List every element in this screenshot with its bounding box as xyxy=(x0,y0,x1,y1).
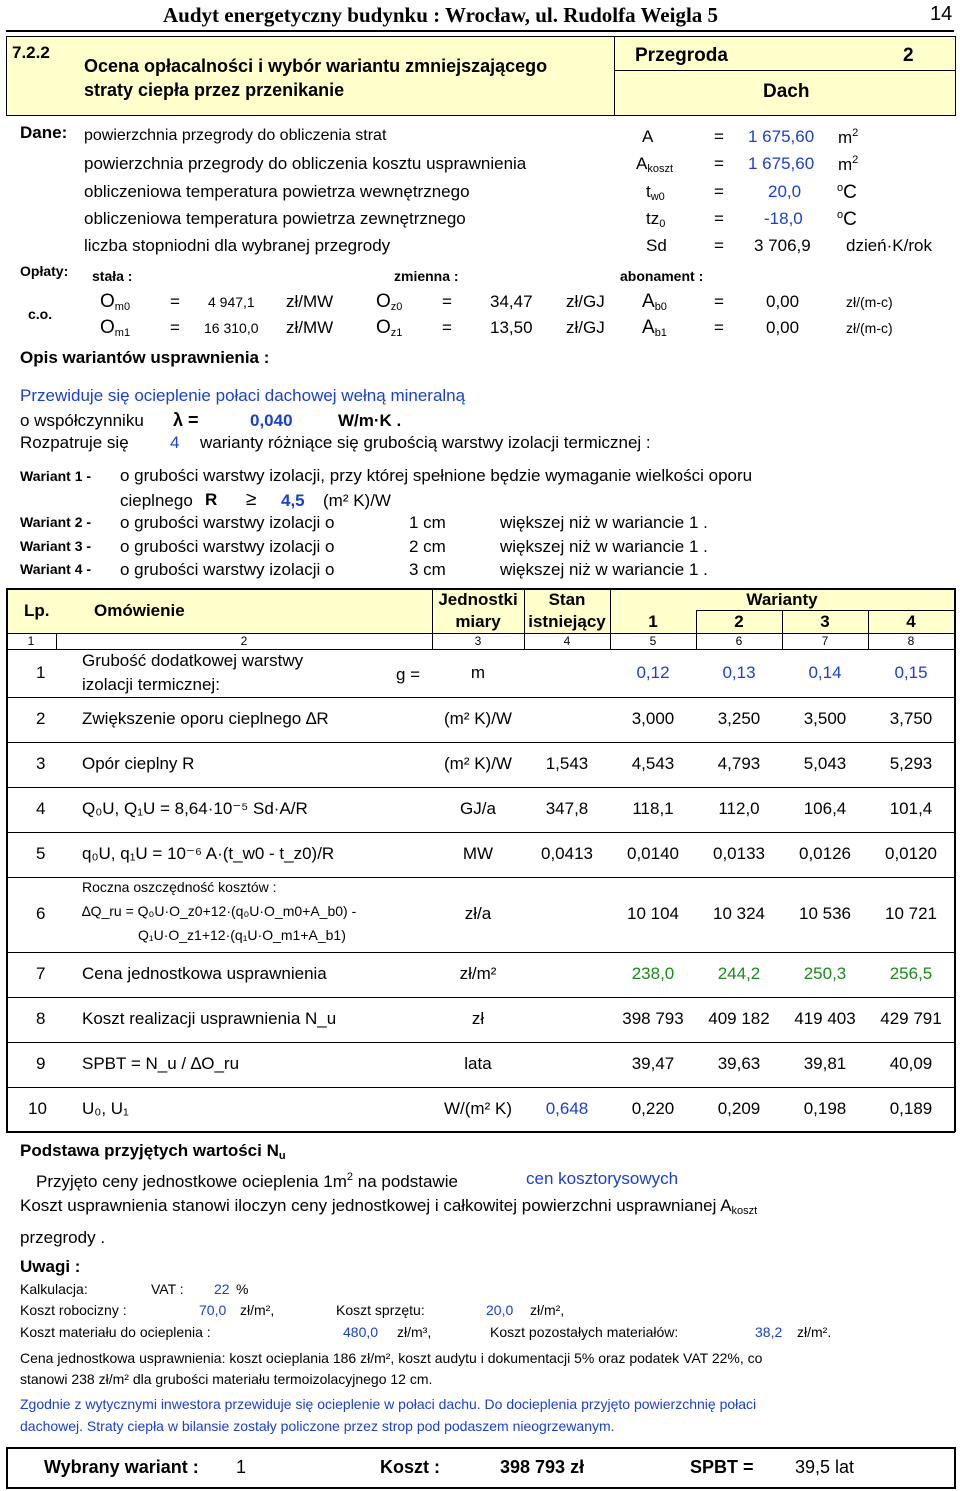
table-row-9-unit: lata xyxy=(464,1054,492,1073)
table-row-5-w1: 0,0140 xyxy=(627,844,679,863)
summary-wariant-label: Wybrany wariant : xyxy=(44,1457,199,1477)
table-row-1-unit: m xyxy=(470,663,486,682)
table-warianty-divider xyxy=(696,610,955,611)
dane-desc-3: obliczeniowa temperatura powietrza wewnętrznego xyxy=(84,182,470,201)
oplaty-abonament: abonament : xyxy=(620,268,704,284)
dane-unit-sup-3: o xyxy=(837,182,844,194)
section-title-line2: straty ciepła przez przenikanie xyxy=(84,80,345,100)
table-row-2-w1: 3,000 xyxy=(631,709,675,728)
oplaty-stala: stała : xyxy=(92,268,133,284)
uwagi-material-label: Koszt materiału do ocieplenia : xyxy=(20,1324,211,1340)
colnum-3: 3 xyxy=(474,634,482,648)
row-border-2 xyxy=(6,742,955,743)
colnum-6: 6 xyxy=(735,634,743,648)
om1-unit: zł/MW xyxy=(286,318,334,337)
table-row-8-desc: Koszt realizacji usprawnienia N_u xyxy=(82,1009,337,1028)
table-row-8-w4: 429 791 xyxy=(880,1009,942,1028)
przegroda-divider xyxy=(614,70,956,71)
table-row-7-lp: 7 xyxy=(36,964,46,983)
table-row-2-w4: 3,750 xyxy=(889,709,933,728)
wariant1-ge: ≥ xyxy=(246,489,257,510)
table-row-6-desc3: Q₁U·O_z1+12·(q₁U·O_m1+A_b1) xyxy=(138,927,346,943)
ab0-unit: zł/(m-c) xyxy=(846,294,893,310)
table-row-4-w2: 112,0 xyxy=(718,799,760,818)
dane-sym-4: tz xyxy=(646,209,660,228)
uwagi-vat-label: VAT : xyxy=(151,1281,184,1297)
table-row-8-w3: 419 403 xyxy=(794,1009,856,1028)
table-row-10-unit: W/(m² K) xyxy=(444,1099,512,1118)
wariant1-val: 4,5 xyxy=(281,491,305,510)
document-title: Audyt energetyczny budynku : Wrocław, ul. Rudolfa Weigla 5 xyxy=(163,3,719,27)
table-row-5-unit: MW xyxy=(462,844,494,863)
table-row-10-w1: 0,220 xyxy=(631,1099,675,1118)
table-row-1-w1: 0,12 xyxy=(636,663,670,682)
section-number: 7.2.2 xyxy=(12,43,50,62)
uwagi-note-line2: dachowej. Straty ciepła w bilansie zostały policzone przez strop pod podaszem nieogrzewanym. xyxy=(20,1418,615,1434)
uwagi-sprzet-label: Koszt sprzętu: xyxy=(336,1302,425,1318)
wariant3-rest: większej niż w wariancie 1 . xyxy=(500,537,708,556)
table-row-10-lp: 10 xyxy=(28,1099,47,1118)
uwagi-pozostale-val: 38,2 xyxy=(755,1324,783,1340)
uwagi-robocizna-label: Koszt robocizny : xyxy=(20,1302,127,1318)
row-border-4 xyxy=(6,832,955,833)
header-rule xyxy=(6,30,954,32)
table-row-6-desc2: ∆Q_ru = Q₀U·O_z0+12·(q₀U·O_m0+A_b0) - xyxy=(82,903,357,919)
dane-eq-2: = xyxy=(714,154,724,173)
table-colnum-border xyxy=(6,649,955,650)
om0-val: 4 947,1 xyxy=(208,294,255,310)
uwagi-sprzet-val: 20,0 xyxy=(486,1302,514,1318)
wariant2-text: o grubości warstwy izolacji o xyxy=(120,513,335,532)
table-row-3-stan: 1,543 xyxy=(545,754,589,773)
col-header-jednostki: Jednostki xyxy=(438,590,518,609)
col-border-8 xyxy=(954,588,956,1132)
table-row-8-w2: 409 182 xyxy=(708,1009,770,1028)
table-row-1-w4: 0,15 xyxy=(894,663,928,682)
table-row-5-w4: 0,0120 xyxy=(885,844,937,863)
ab0-eq: = xyxy=(714,292,724,311)
wariant1-unit: (m² K)/W xyxy=(323,491,391,510)
table-row-3-lp: 3 xyxy=(36,754,46,773)
table-row-4-desc: Q₀U, Q₁U = 8,64·10⁻⁵ Sd·A/R xyxy=(82,799,308,818)
dane-sym-5: Sd xyxy=(646,236,667,255)
dane-val-1: 1 675,60 xyxy=(748,127,815,146)
colnum-2: 2 xyxy=(240,634,248,648)
col-header-w4: 4 xyxy=(906,612,916,631)
summary-koszt-val: 398 793 zł xyxy=(500,1457,585,1477)
podstawa-heading-sub: u xyxy=(278,1150,286,1162)
table-row-1-desc2: izolacji termicznej: xyxy=(82,675,220,694)
podstawa-line2: Koszt usprawnienia stanowi iloczyn ceny jednostkowej i całkowitej powierzchni usprawnianej A xyxy=(20,1196,732,1215)
table-row-4-w3: 106,4 xyxy=(803,799,847,818)
table-row-5-w3: 0,0126 xyxy=(799,844,851,863)
row-border-9 xyxy=(6,1087,955,1088)
om1-symbol: O xyxy=(100,317,115,338)
opis-n-warianty: 4 xyxy=(170,433,180,452)
col-header-warianty: Warianty xyxy=(746,590,818,609)
om0-eq: = xyxy=(170,292,180,311)
col-header-istniejacy: istniejący xyxy=(528,612,606,631)
ab1-eq: = xyxy=(714,318,724,337)
table-row-1-desc: Grubość dodatkowej warstwy xyxy=(82,651,304,670)
table-row-8-unit: zł xyxy=(471,1009,485,1028)
opis-heading: Opis wariantów usprawnienia : xyxy=(20,348,270,367)
om1-sub: m1 xyxy=(114,327,131,339)
table-row-9-w1: 39,47 xyxy=(631,1054,675,1073)
oz0-eq: = xyxy=(442,292,452,311)
wariant2-cm: 1 cm xyxy=(409,513,446,532)
dane-desc-2: powierzchnia przegrody do obliczenia kosztu usprawnienia xyxy=(84,154,527,173)
table-row-1-w3: 0,14 xyxy=(808,663,842,682)
table-row-10-w2: 0,209 xyxy=(717,1099,761,1118)
table-row-7-w4: 256,5 xyxy=(889,964,933,983)
dane-unit-sup-4: o xyxy=(837,209,844,221)
table-row-7-w1: 238,0 xyxy=(631,964,675,983)
dane-val-2: 1 675,60 xyxy=(748,154,815,173)
wariant4-rest: większej niż w wariancie 1 . xyxy=(500,560,708,579)
uwagi-sprzet-unit: zł/m², xyxy=(530,1302,565,1318)
table-row-6-w4: 10 721 xyxy=(885,904,937,923)
oz0-val: 34,47 xyxy=(490,292,533,311)
dane-val-4: -18,0 xyxy=(764,209,803,228)
opis-rozpatruje: Rozpatruje się xyxy=(20,433,129,452)
table-bottom-border xyxy=(6,1131,955,1133)
uwagi-note-line1: Zgodnie z wytycznymi inwestora przewiduje się ocieplenie w połaci dachu. Do docieplenia przyjęto powierzchnię połaci xyxy=(20,1396,757,1412)
wariant3-text: o grubości warstwy izolacji o xyxy=(120,537,335,556)
table-row-10-desc: U₀, U₁ xyxy=(82,1099,129,1118)
row-border-5 xyxy=(6,877,955,878)
table-row-2-desc: Zwiększenie oporu cieplnego ∆R xyxy=(82,709,329,728)
przegroda-name: Dach xyxy=(763,81,810,102)
col-header-omowienie: Omówienie xyxy=(94,601,185,620)
col-header-w1: 1 xyxy=(648,612,658,631)
table-row-10-w3: 0,198 xyxy=(803,1099,847,1118)
colnum-8: 8 xyxy=(907,634,915,648)
podstawa-line1a: Przyjęto ceny jednostkowe ocieplenia 1m xyxy=(36,1172,347,1191)
przegroda-label: Przegroda xyxy=(635,45,728,66)
opis-rozpatruje-rest: warianty różniące się grubością warstwy izolacji termicznej : xyxy=(200,433,651,452)
dane-desc-4: obliczeniowa temperatura powietrza zewnętrznego xyxy=(84,209,466,228)
uwagi-kalkulacja: Kalkulacja: xyxy=(20,1281,88,1297)
podstawa-line2-sub: koszt xyxy=(731,1205,758,1217)
dane-sym-sub-3: w0 xyxy=(650,191,665,203)
section-title-line1: Ocena opłacalności i wybór wariantu zmniejszającego xyxy=(84,56,548,76)
dane-val-3: 20,0 xyxy=(768,182,802,201)
table-row-6-desc: Roczna oszczędność kosztów : xyxy=(82,879,277,895)
colnum-7: 7 xyxy=(821,634,829,648)
podstawa-line1b: na podstawie xyxy=(353,1172,458,1191)
summary-koszt-label: Koszt : xyxy=(380,1457,440,1477)
table-row-2-lp: 2 xyxy=(36,709,46,728)
wariant1-text2: cieplnego xyxy=(120,491,193,510)
ab1-sub: b1 xyxy=(654,327,667,339)
table-row-7-unit: zł/m² xyxy=(459,964,497,983)
wariant4-text: o grubości warstwy izolacji o xyxy=(120,560,335,579)
table-row-4-lp: 4 xyxy=(36,799,46,818)
dane-unit-1: m xyxy=(838,128,853,147)
col-header-w2: 2 xyxy=(734,612,744,631)
table-row-7-w3: 250,3 xyxy=(803,964,847,983)
dane-unit-4: C xyxy=(843,209,857,230)
uwagi-pozostale-unit: zł/m². xyxy=(797,1324,832,1340)
summary-wariant-val: 1 xyxy=(236,1457,247,1477)
ab0-val: 0,00 xyxy=(766,292,800,311)
oz1-unit: zł/GJ xyxy=(566,318,605,337)
table-row-5-lp: 5 xyxy=(36,844,46,863)
oz0-sub: z0 xyxy=(390,301,403,313)
oplaty-label: Opłaty: xyxy=(20,263,69,279)
oz1-sub: z1 xyxy=(390,327,403,339)
wariant3-label: Wariant 3 - xyxy=(20,538,92,554)
table-row-3-w3: 5,043 xyxy=(803,754,847,773)
uwagi-pozostale-label: Koszt pozostałych materiałów: xyxy=(490,1324,679,1340)
uwagi-cena-line2: stanowi 238 zł/m² dla grubości materiału termoizolacyjnego 12 cm. xyxy=(20,1371,433,1387)
om1-eq: = xyxy=(170,318,180,337)
uwagi-heading: Uwagi : xyxy=(20,1257,81,1276)
ab1-symbol: A xyxy=(642,317,655,338)
oplaty-co: c.o. xyxy=(28,306,53,322)
dane-eq-1: = xyxy=(714,127,724,146)
table-row-3-w2: 4,793 xyxy=(717,754,761,773)
table-row-9-desc: SPBT = N_u / ∆O_ru xyxy=(82,1054,240,1073)
opis-lambda: λ = xyxy=(173,410,199,430)
table-row-6-w1: 10 104 xyxy=(627,904,679,923)
table-row-9-w2: 39,63 xyxy=(717,1054,761,1073)
table-row-4-w4: 101,4 xyxy=(889,799,933,818)
podstawa-heading: Podstawa przyjętych wartości N xyxy=(20,1141,279,1160)
dane-unit-sup-1: 2 xyxy=(852,127,859,139)
table-row-9-w4: 40,09 xyxy=(889,1054,933,1073)
colnum-1: 1 xyxy=(27,634,35,648)
col-header-w3: 3 xyxy=(820,612,830,631)
table-row-8-lp: 8 xyxy=(36,1009,46,1028)
col-header-miary: miary xyxy=(455,612,501,631)
page-number: 14 xyxy=(930,3,953,25)
table-row-3-w4: 5,293 xyxy=(889,754,933,773)
oz0-unit: zł/GJ xyxy=(566,292,605,311)
table-row-6-unit: zł/a xyxy=(464,904,492,923)
dane-sym-1: A xyxy=(642,127,654,146)
uwagi-material-unit: zł/m³, xyxy=(397,1324,432,1340)
dane-unit-2: m xyxy=(838,155,853,174)
table-row-5-w2: 0,0133 xyxy=(713,844,765,863)
table-row-6-lp: 6 xyxy=(36,904,46,923)
table-row-3-w1: 4,543 xyxy=(631,754,675,773)
dane-unit-3: C xyxy=(843,182,857,203)
opis-lambda-val: 0,040 xyxy=(250,411,293,430)
table-row-5-stan: 0,0413 xyxy=(541,844,593,863)
col-border-0 xyxy=(6,588,8,1132)
opis-wsp-label: o współczynniku xyxy=(20,411,144,430)
oz1-symbol: O xyxy=(376,317,391,338)
col-header-lp: Lp. xyxy=(24,601,50,620)
podstawa-source: cen kosztorysowych xyxy=(526,1169,679,1188)
summary-spbt-val: 39,5 lat xyxy=(795,1457,855,1477)
wariant4-cm: 3 cm xyxy=(409,560,446,579)
table-row-2-w3: 3,500 xyxy=(803,709,847,728)
table-row-2-w2: 3,250 xyxy=(717,709,761,728)
dane-eq-3: = xyxy=(714,182,724,201)
ab1-val: 0,00 xyxy=(766,318,800,337)
om1-val: 16 310,0 xyxy=(204,320,259,336)
row-border-6 xyxy=(6,952,955,953)
oplaty-zmienna: zmienna : xyxy=(394,268,459,284)
col-header-stan: Stan xyxy=(548,590,586,609)
table-row-8-w1: 398 793 xyxy=(622,1009,684,1028)
opis-line1: Przewiduje się ocieplenie połaci dachowej wełną mineralną xyxy=(20,386,466,405)
podstawa-line3: przegrody . xyxy=(20,1228,106,1247)
wariant1-text1: o grubości warstwy izolacji, przy której spełnione będzie wymaganie wielkości oporu xyxy=(120,466,753,485)
table-row-1-lp: 1 xyxy=(36,663,46,682)
row-border-1 xyxy=(6,697,955,698)
wariant1-label: Wariant 1 - xyxy=(20,468,92,484)
opis-lambda-unit: W/m·K . xyxy=(338,411,402,430)
table-row-7-w2: 244,2 xyxy=(717,964,761,983)
table-row-2-unit: (m² K)/W xyxy=(444,709,512,728)
table-row-4-w1: 118,1 xyxy=(632,799,674,818)
dane-eq-5: = xyxy=(714,236,724,255)
przegroda-number: 2 xyxy=(903,45,914,66)
dane-sym-sub-4: 0 xyxy=(659,218,666,230)
uwagi-vat-pct: % xyxy=(236,1281,249,1297)
om0-sub: m0 xyxy=(114,301,131,313)
table-row-3-desc: Opór cieplny R xyxy=(82,754,195,773)
dane-eq-4: = xyxy=(714,209,724,228)
uwagi-cena-line1: Cena jednostkowa usprawnienia: koszt ocieplania 186 zł/m², koszt audytu i dokumentacji 5% oraz podatek VAT 22%, co xyxy=(20,1350,763,1366)
oz1-eq: = xyxy=(442,318,452,337)
dane-label: Dane: xyxy=(20,123,68,142)
wariant1-R: R xyxy=(205,490,218,509)
colnum-5: 5 xyxy=(649,634,657,648)
uwagi-material-val: 480,0 xyxy=(343,1324,379,1340)
uwagi-robocizna-val: 70,0 xyxy=(199,1302,227,1318)
om0-symbol: O xyxy=(100,291,115,312)
table-row-10-stan: 0,648 xyxy=(545,1099,589,1118)
wariant2-label: Wariant 2 - xyxy=(20,514,92,530)
row-border-7 xyxy=(6,997,955,998)
dane-sym-3: t xyxy=(646,182,651,201)
table-row-3-unit: (m² K)/W xyxy=(444,754,512,773)
table-row-1-extra: g = xyxy=(396,665,421,684)
dane-desc-5: liczba stopniodni dla wybranej przegrody xyxy=(84,236,391,255)
table-row-4-unit: GJ/a xyxy=(460,799,496,818)
wariant4-label: Wariant 4 - xyxy=(20,561,92,577)
oz0-symbol: O xyxy=(376,291,391,312)
dane-sym-2: A xyxy=(636,154,648,173)
dane-desc-1: powierzchnia przegrody do obliczenia strat xyxy=(84,127,387,144)
wariant2-rest: większej niż w wariancie 1 . xyxy=(500,513,708,532)
table-row-9-lp: 9 xyxy=(36,1054,46,1073)
table-row-7-desc: Cena jednostkowa usprawnienia xyxy=(82,964,327,983)
ab0-symbol: A xyxy=(642,291,655,312)
oz1-val: 13,50 xyxy=(490,318,533,337)
dane-val-5: 3 706,9 xyxy=(754,236,811,255)
row-border-8 xyxy=(6,1042,955,1043)
ab0-sub: b0 xyxy=(654,301,667,313)
uwagi-vat-val: 22 xyxy=(214,1281,230,1297)
dane-unit-5: dzień·K/rok xyxy=(846,236,932,255)
table-row-1-w2: 0,13 xyxy=(722,663,756,682)
table-row-6-w2: 10 324 xyxy=(713,904,765,923)
table-row-5-desc: q₀U, q₁U = 10⁻⁶ A·(t_w0 - t_z0)/R xyxy=(82,844,335,863)
table-row-9-w3: 39,81 xyxy=(803,1054,847,1073)
dane-unit-sup-2: 2 xyxy=(852,154,859,166)
table-row-6-w3: 10 536 xyxy=(799,904,851,923)
table-row-10-w4: 0,189 xyxy=(889,1099,933,1118)
ab1-unit: zł/(m-c) xyxy=(846,320,893,336)
om0-unit: zł/MW xyxy=(286,292,334,311)
dane-sym-sub-2: koszt xyxy=(647,163,674,175)
table-row-4-stan: 347,8 xyxy=(545,799,589,818)
row-border-3 xyxy=(6,787,955,788)
summary-spbt-label: SPBT = xyxy=(690,1457,754,1477)
uwagi-robocizna-unit: zł/m², xyxy=(240,1302,275,1318)
colnum-4: 4 xyxy=(563,634,571,648)
wariant3-cm: 2 cm xyxy=(409,537,446,556)
